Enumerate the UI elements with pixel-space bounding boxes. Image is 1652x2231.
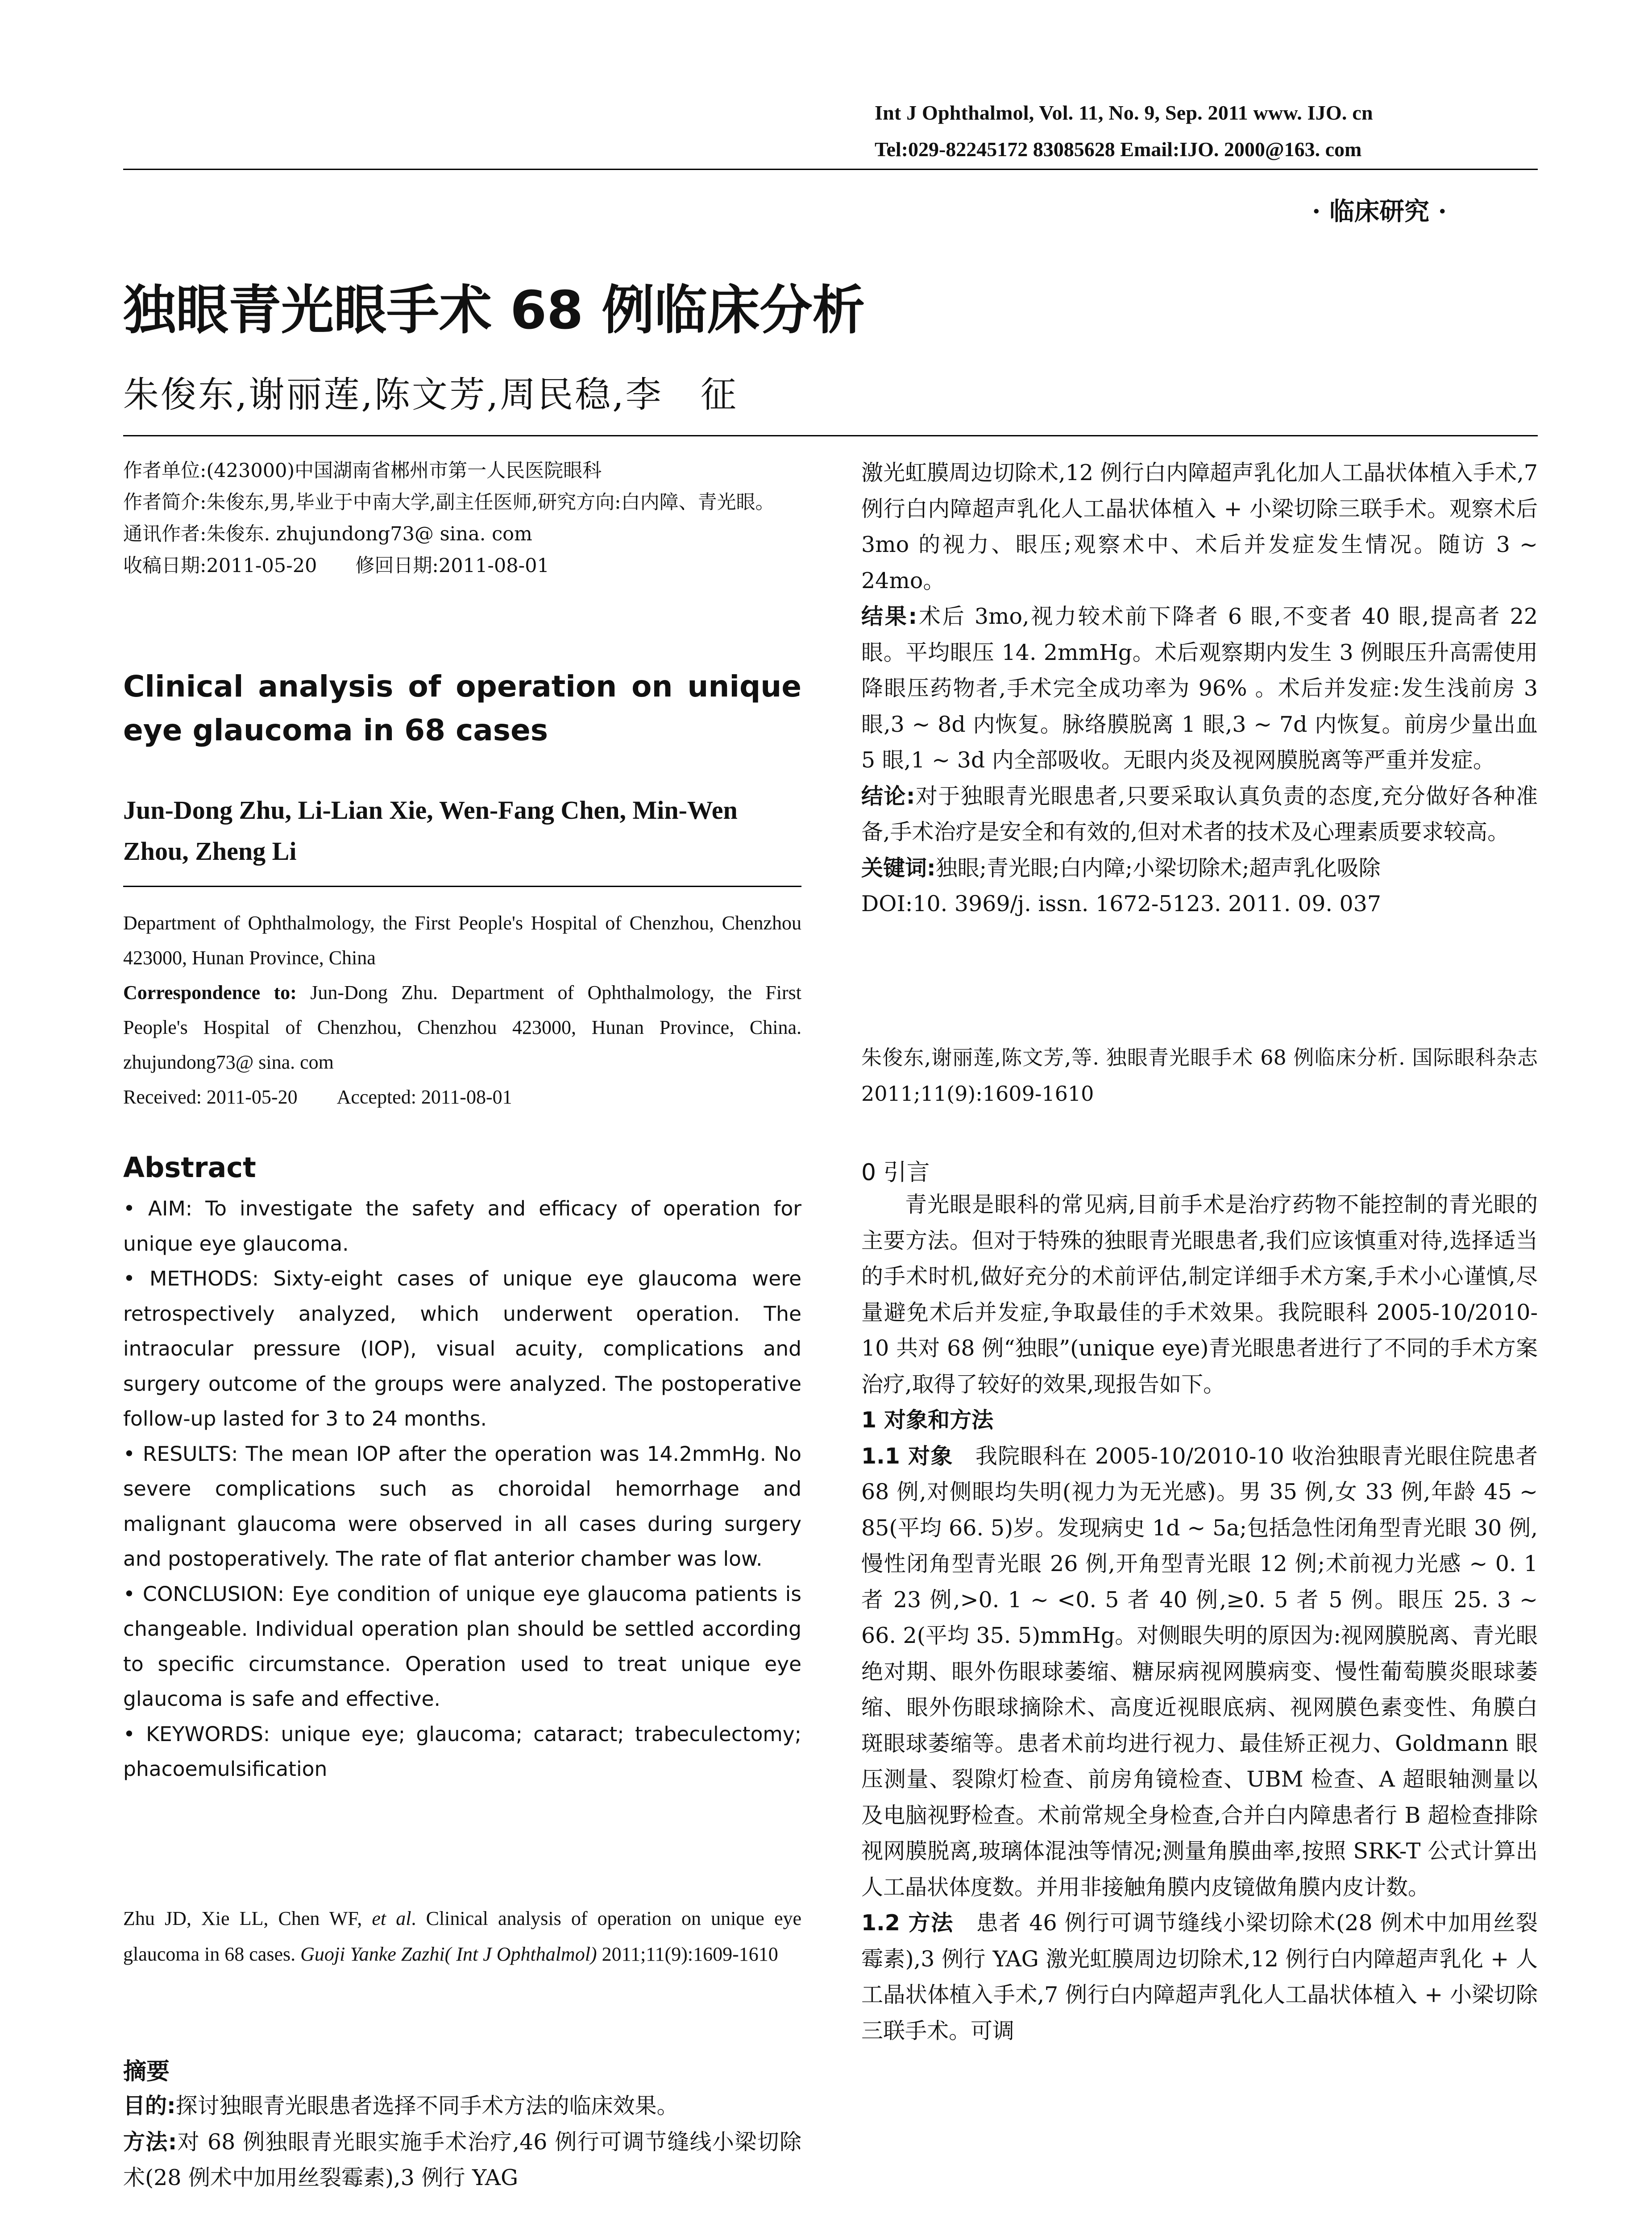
received-dates: 收稿日期:2011-05-20 修回日期:2011-08-01: [123, 555, 549, 577]
citation-journal: Guoji Yanke Zazhi( Int J Ophthalmol): [300, 1943, 597, 1965]
english-affiliation: [123, 906, 801, 1115]
citation-authors: Zhu JD, Xie LL, Chen WF,: [123, 1908, 372, 1929]
abstract-cn-aim: [123, 2088, 801, 2124]
journal-header-line1: Int J Ophthalmol, Vol. 11, No. 9, Sep. 2011 www. IJO. cn: [875, 101, 1373, 124]
abstract-cn-results: [861, 599, 1538, 779]
citation-cn: 朱俊东,谢丽莲,陈文芳,等. 独眼青光眼手术 68 例临床分析. 国际眼科杂志 2011;11(9):1609-1610: [861, 1045, 1538, 1106]
intro-paragraph: 青光眼是眼科的常见病,目前手术是治疗药物不能控制的青光眼的主要方法。但对于特殊的独眼青光眼患者,我们应该慎重对待,选择适当的手术时机,做好充分的术前评估,制定详细手术方案,手术小心谨慎,尽量避免术后并发症,争取最佳的手术效果。我院眼科 2005-10/2010-10 共对 68 例“独眼”(unique eye)青光眼患者进行了不同的手术方案治疗,取得了较好的效果,现报告如下。: [861, 1192, 1538, 1397]
methods-section-heading: 1 对象和方法: [861, 1407, 994, 1433]
correspondence-label: Correspondence to:: [123, 982, 297, 1004]
section-tag: · 临床研究 ·: [1312, 197, 1447, 226]
methods-label: 方法:: [123, 2129, 177, 2155]
author-correspondence: 通讯作者:朱俊东. zhujundong73@ sina. com: [123, 523, 532, 545]
english-dates: Received: 2011-05-20 Accepted: 2011-08-01: [123, 1086, 512, 1108]
abstract-cn-keywords: [861, 850, 1538, 887]
abstract-aim: • AIM: To investigate the safety and efficacy of operation for unique eye glaucoma.: [123, 1197, 801, 1256]
author-bio: 作者简介:朱俊东,男,毕业于中南大学,副主任医师,研究方向:白内障、青光眼。: [123, 491, 775, 514]
abstract-heading: Abstract: [123, 1151, 256, 1184]
subjects-paragraph: [861, 1439, 1538, 1906]
abstract-cn-heading: 摘要: [123, 2058, 170, 2085]
method-paragraph: [861, 1905, 1538, 2049]
author-unit: 作者单位:(423000)中国湖南省郴州市第一人民医院眼科: [123, 460, 602, 482]
author-meta: [123, 455, 801, 582]
method-label: 1.2 方法: [861, 1910, 954, 1936]
abstract-cn-left: [123, 2088, 801, 2196]
keywords-label: 关键词:: [861, 855, 936, 881]
citation-etal: et al: [372, 1908, 411, 1929]
results-label: 结果:: [861, 604, 917, 629]
conclusion-text: 对于独眼青光眼患者,只要采取认真负责的态度,充分做好各种准备,手术治疗是安全和有效的,但对术者的技术及心理素质要求较高。: [861, 783, 1538, 845]
results-text: 术后 3mo,视力较术前下降者 6 眼,不变者 40 眼,提高者 22 眼。平均眼压 14. 2mmHg。术后观察期内发生 3 例眼压升高需使用降眼压药物者,手术完全成功率为 96% 。术后并发症:发生浅前房 3 眼,3 ~ 8d 内恢复。脉络膜脱离 1 眼,3 ~ 7d 内恢复。前房少量出血 5 眼,1 ~ 3d 内全部吸收。无眼内炎及视网膜脱离等严重并发症。: [861, 604, 1538, 773]
abstract-conclusion: • CONCLUSION: Eye condition of unique eye glaucoma patients is changeable. Individual operation plan should be settled according to specific circumstance. Operation used to treat unique eye glaucoma is safe and effective.: [123, 1582, 801, 1711]
keywords-text: 独眼;青光眼;白内障;小梁切除术;超声乳化吸除: [935, 855, 1381, 881]
correspondence-en: [123, 975, 801, 1080]
abstract-methods: • METHODS: Sixty-eight cases of unique eye glaucoma were retrospectively analyzed, which underwent operation. The intraocular pressure (IOP), visual acuity, complications and surgery outcome of the groups were analyzed. The postoperative follow-up lasted for 3 to 24 months.: [123, 1267, 801, 1431]
authors-cn: 朱俊东,谢丽莲,陈文芳,周民稳,李 征: [123, 374, 738, 415]
abstract-cn-methods-start: 方法:对 68 例独眼青光眼实施手术治疗,46 例行可调节缝线小梁切除术(28 例术中加用丝裂霉素),3 例行 YAG: [123, 2129, 801, 2190]
aim-text: 探讨独眼青光眼患者选择不同手术方法的临床效果。: [175, 2093, 679, 2119]
aim-label: 目的:: [123, 2093, 176, 2119]
affiliation-text: Department of Ophthalmology, the First People's Hospital of Chenzhou, Chenzhou 423000, Hunan Province, China: [123, 912, 801, 969]
abstract-results: • RESULTS: The mean IOP after the operation was 14.2mmHg. No severe complications such as choroidal hemorrhage and malignant glaucoma were observed in all cases during surgery and postoperatively. The rate of flat anterior chamber was low.: [123, 1442, 801, 1571]
method-text: 患者 46 例行可调节缝线小梁切除术(28 例术中加用丝裂霉素),3 例行 YAG 激光虹膜周边切除术,12 例行白内障超声乳化 + 人工晶状体植入手术,7 例行白内障超声乳化人工晶状体植入 + 小梁切除三联手术。可调: [861, 1910, 1538, 2044]
abstract-en: [123, 1191, 801, 1787]
page-title: 独眼青光眼手术 68 例临床分析: [123, 279, 865, 341]
citation-title: . Clinical analysis of operation on unique eye glaucoma in 68 cases.: [123, 1908, 802, 1965]
correspondence-text: Jun-Dong Zhu. Department of Ophthalmology, the First People's Hospital of Chenzhou, Chenzhou 423000, Hunan Province, China. zhujundong73@ sina. com: [123, 982, 801, 1073]
citation-en: [123, 1901, 801, 1972]
citation-volume: 2011;11(9):1609-1610: [597, 1943, 778, 1965]
doi: DOI:10. 3969/j. issn. 1672-5123. 2011. 09. 037: [861, 891, 1382, 916]
title-rule: [123, 435, 1538, 436]
english-title: Clinical analysis of operation on unique eye glaucoma in 68 cases: [123, 669, 801, 747]
english-authors: Jun-Dong Zhu, Li-Lian Xie, Wen-Fang Chen, Min-Wen Zhou, Zheng Li: [123, 796, 738, 866]
header-rule: [123, 169, 1538, 170]
abstract-cn-right: [861, 455, 1538, 922]
subjects-text: 我院眼科在 2005-10/2010-10 收治独眼青光眼住院患者 68 例,对侧眼均失明(视力为无光感)。男 35 例,女 33 例,年龄 45 ~ 85(平均 66. 5)岁。发现病史 1d ~ 5a;包括急性闭角型青光眼 30 例,慢性闭角型青光眼 26 例,开角型青光眼 12 例;术前视力光感 ~ 0. 1 者 23 例,>0. 1 ~ <0. 5 者 40 例,≥0. 5 者 5 例。眼压 25. 3 ~ 66. 2(平均 35. 5)mmHg。对侧眼失明的原因为:视网膜脱离、青光眼绝对期、眼外伤眼球萎缩、糖尿病视网膜病变、慢性葡萄膜炎眼球萎缩、眼外伤眼球摘除术、高度近视眼底病、视网膜色素变性、角膜白斑眼球萎缩等。患者术前均进行视力、最佳矫正视力、Goldmann 眼压测量、裂隙灯检查、前房角镜检查、UBM 检查、A 超眼轴测量以及电脑视野检查。术前常规全身检查,合并白内障患者行 B 超检查排除视网膜脱离,玻璃体混浊等情况;测量角膜曲率,按照 SRK-T 公式计算出人工晶状体度数。并用非接触角膜内皮镜做角膜内皮计数。: [861, 1443, 1538, 1900]
abstract-cn-conclusion: [861, 779, 1538, 850]
intro-heading: 0 引言: [861, 1159, 930, 1186]
body-text: [861, 1187, 1538, 2049]
conclusion-label: 结论:: [861, 783, 915, 809]
affiliation-rule: [123, 886, 801, 887]
abstract-keywords: • KEYWORDS: unique eye; glaucoma; cataract; trabeculectomy; phacoemulsification: [123, 1722, 801, 1781]
abstract-cn-methods-cont: 激光虹膜周边切除术,12 例行白内障超声乳化加人工晶状体植入手术,7 例行白内障超声乳化人工晶状体植入 + 小梁切除三联手术。观察术后 3mo 的视力、眼压;观察术中、术后并发症发生情况。随访 3 ~ 24mo。: [861, 460, 1538, 593]
journal-header-line2: Tel:029-82245172 83085628 Email:IJO. 2000@163. com: [875, 138, 1362, 161]
subjects-label: 1.1 对象: [861, 1443, 953, 1469]
